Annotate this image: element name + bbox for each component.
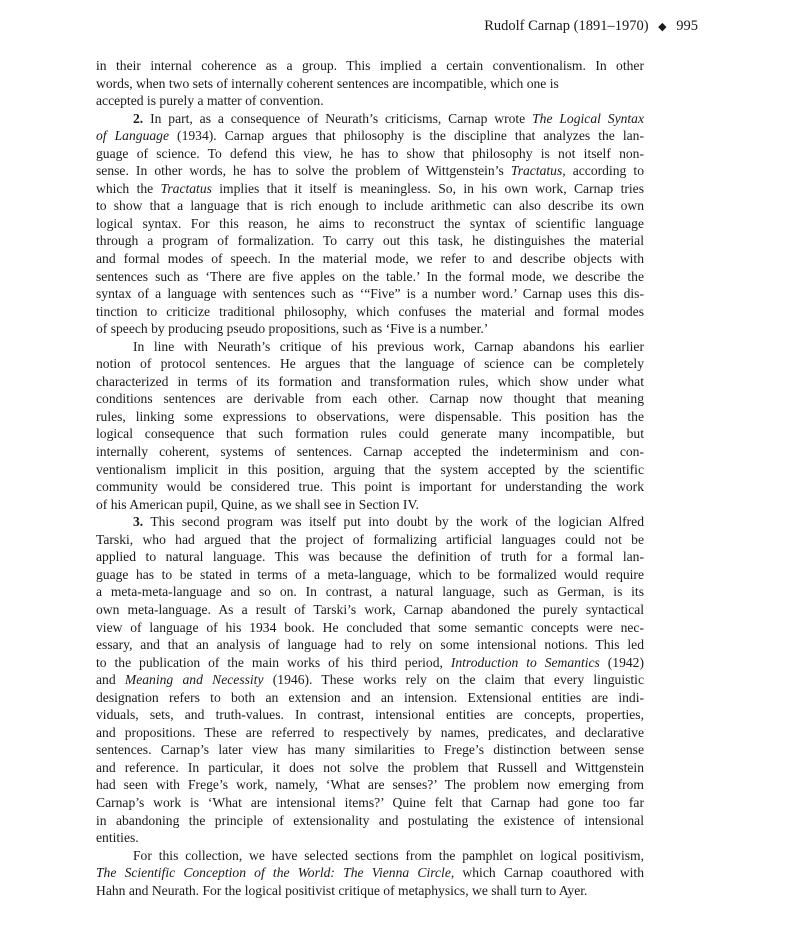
line-text: view of language of his 1934 book. He concluded that some semantic concepts were nec-: [96, 619, 644, 635]
line-text: guage has to be stated in terms of a meta-language, which to be formalized would require: [96, 566, 644, 582]
page-number: 995: [676, 18, 698, 34]
line-text: (1934). Carnap argues that philosophy is the discipline that analyzes the lan-: [169, 128, 644, 144]
line-text: a meta-meta-language and so on. In contrast, a natural language, such as German, is its: [96, 584, 644, 600]
line-text: in abandoning the principle of extensionality and postulating the existence of intensional: [96, 812, 644, 828]
line-text: logical syntax. For this reason, he aims to reconstruct the syntax of scientific language: [96, 215, 644, 231]
text-line: [96, 303, 644, 321]
text-line: [96, 478, 644, 496]
line-text: , according to: [562, 163, 644, 179]
text-line: [96, 619, 644, 637]
line-text: This second program was itself put into doubt by the work of the logician Alfred: [143, 514, 644, 530]
line-text: logical consequence that such formation rules could generate many incompatible, but: [96, 426, 644, 442]
line-text: viduals, sets, and truth-values. In contrast, intensional entities are concepts, properties,: [96, 707, 644, 723]
line-text: rules, linking some expressions to observations, were dispensable. This position has the: [96, 408, 644, 424]
line-text: implies that it itself is meaningless. So, in his own work, Carnap tries: [211, 180, 644, 196]
text-line: [96, 689, 644, 707]
text-line: [96, 654, 644, 672]
line-text: in their internal coherence as a group. This implied a certain conventionalism. In other: [96, 58, 644, 73]
italic-title: Meaning and Necessity: [124, 672, 264, 688]
line-text: which the: [96, 180, 161, 196]
line-text: In line with Neurath’s critique of his previous work, Carnap abandons his earlier: [133, 338, 644, 354]
text-line: [96, 57, 644, 75]
text-line: [96, 408, 644, 426]
text-line: [96, 706, 644, 724]
text-line: [96, 320, 644, 338]
line-text: (1942): [599, 654, 644, 670]
line-text: community would be considered true. This point is important for understanding the work: [96, 479, 644, 495]
text-line: [96, 882, 644, 900]
line-text: and propositions. These are referred to respectively by names, predicates, and declarative: [96, 724, 644, 740]
line-text: internally coherent, systems of sentences. Carnap accepted the indeterminism and con-: [96, 444, 644, 460]
line-text: designation refers to both an extension and an intension. Extensional entities are indi-: [96, 689, 644, 705]
line-text: own meta-language. As a result of Tarski’s work, Carnap abandoned the purely syntactical: [96, 601, 644, 617]
text-line: [96, 548, 644, 566]
line-text: , which Carnap coauthored with: [450, 865, 644, 881]
section-number: 3.: [133, 514, 144, 530]
line-text: to the publication of the main works of his third period,: [96, 654, 451, 670]
text-line: [96, 232, 644, 250]
italic-title: Introduction to Semantics: [450, 654, 600, 670]
line-text: through a program of formalization. To carry out this task, he distinguishes the material: [96, 233, 644, 249]
line-text: Tarski, who had argued that the project of formalizing artificial languages could not be: [96, 531, 644, 547]
diamond-separator-icon: ◆: [658, 21, 667, 33]
body-text: [96, 57, 644, 899]
text-line: [96, 566, 644, 584]
line-text: and reference. In particular, it does not solve the problem that Russell and Wittgenstein: [96, 759, 644, 775]
text-line: [96, 794, 644, 812]
text-line: [96, 636, 644, 654]
text-line: [96, 75, 644, 93]
line-text: to show that a language that is rich enough to include arithmetic can also describe its own: [96, 198, 644, 214]
line-text: and: [96, 672, 125, 688]
text-line: [96, 812, 644, 830]
line-text: sentences. Carnap’s later view has many similarities to Frege’s distinction between sense: [96, 742, 644, 758]
text-line: [96, 197, 644, 215]
text-line: [96, 741, 644, 759]
text-line: [96, 110, 644, 128]
line-text: Hahn and Neurath. For the logical positivist critique of metaphysics, we shall turn to Ayer.: [96, 882, 588, 898]
text-line: [96, 724, 644, 742]
text-line: [96, 847, 644, 865]
text-line: [96, 829, 644, 847]
text-line: [96, 759, 644, 777]
text-line: [96, 583, 644, 601]
text-line: [96, 355, 644, 373]
text-line: [96, 268, 644, 286]
text-line: [96, 776, 644, 794]
text-line: [96, 531, 644, 549]
line-text: For this collection, we have selected sections from the pamphlet on logical positivism,: [133, 847, 644, 863]
line-text: of speech by producing pseudo propositions, such as ‘Five is a number.’: [96, 321, 489, 337]
line-text: conditions sentences are derivable from each other. Carnap now thought that meaning: [96, 391, 644, 407]
italic-title: The Scientific Conception of the World: The Vienna Circle: [96, 865, 451, 881]
line-text: sentences such as ‘There are five apples on the table.’ In the formal mode, we describe the: [96, 268, 644, 284]
line-text: of his American pupil, Quine, as we shall see in Section IV.: [96, 496, 419, 512]
text-line: [96, 92, 644, 110]
text-line: [96, 250, 644, 268]
italic-title: Tractatus: [510, 163, 563, 179]
line-text: guage of science. To defend this view, he has to show that philosophy is not itself non-: [96, 145, 644, 161]
line-text: Carnap’s work is ‘What are intensional items?’ Quine felt that Carnap had gone too far: [96, 794, 644, 810]
section-number: 2.: [133, 110, 144, 126]
line-text: syntax of a language with sentences such as ‘“Five” is a number word.’ Carnap uses this dis-: [96, 286, 644, 302]
italic-title: The Logical Syntax: [532, 110, 644, 126]
text-line: [96, 373, 644, 391]
text-line: [96, 601, 644, 619]
text-line: [96, 390, 644, 408]
line-text: had seen with Frege’s work, namely, ‘What are senses?’ The problem now emerging from: [96, 777, 644, 793]
line-text: applied to natural language. This was because the definition of truth for a formal lan-: [96, 549, 644, 565]
running-head: [484, 18, 698, 35]
text-line: [96, 443, 644, 461]
line-text: essary, and that an analysis of language had to rely on some intensional notions. This led: [96, 637, 644, 653]
text-line: [96, 145, 644, 163]
text-line: [96, 671, 644, 689]
line-text: ventionalism implicit in this position, arguing that the system accepted by the scientific: [96, 461, 644, 477]
line-text: In part, as a consequence of Neurath’s criticisms, Carnap wrote: [143, 110, 533, 126]
line-text: accepted is purely a matter of convention.: [96, 93, 324, 109]
text-line: [96, 425, 644, 443]
line-text: sense. In other words, he has to solve the problem of Wittgenstein’s: [96, 163, 511, 179]
line-text: (1946). These works rely on the claim that every linguistic: [263, 672, 644, 688]
line-text: notion of protocol sentences. He argues that the language of science can be completely: [96, 356, 644, 372]
italic-title: Tractatus: [160, 180, 212, 196]
text-line: [96, 180, 644, 198]
line-text: and formal modes of speech. In the material mode, we refer to and describe objects with: [96, 251, 644, 267]
line-text: entities.: [96, 830, 139, 846]
line-text: words, when two sets of internally coherent sentences are incompatible, which one is: [96, 75, 559, 91]
line-text: tinction to criticize traditional philosophy, which confuses the material and formal modes: [96, 303, 644, 319]
text-line: [96, 496, 644, 514]
text-line: [96, 513, 644, 531]
text-line: [96, 864, 644, 882]
italic-title: of Language: [96, 128, 169, 144]
text-line: [96, 461, 644, 479]
text-line: [96, 338, 644, 356]
text-line: [96, 215, 644, 233]
text-line: [96, 162, 644, 180]
running-title: Rudolf Carnap (1891–1970): [484, 18, 649, 34]
text-line: [96, 127, 644, 145]
text-line: [96, 285, 644, 303]
line-text: characterized in terms of its formation and transformation rules, which show under what: [96, 373, 644, 389]
